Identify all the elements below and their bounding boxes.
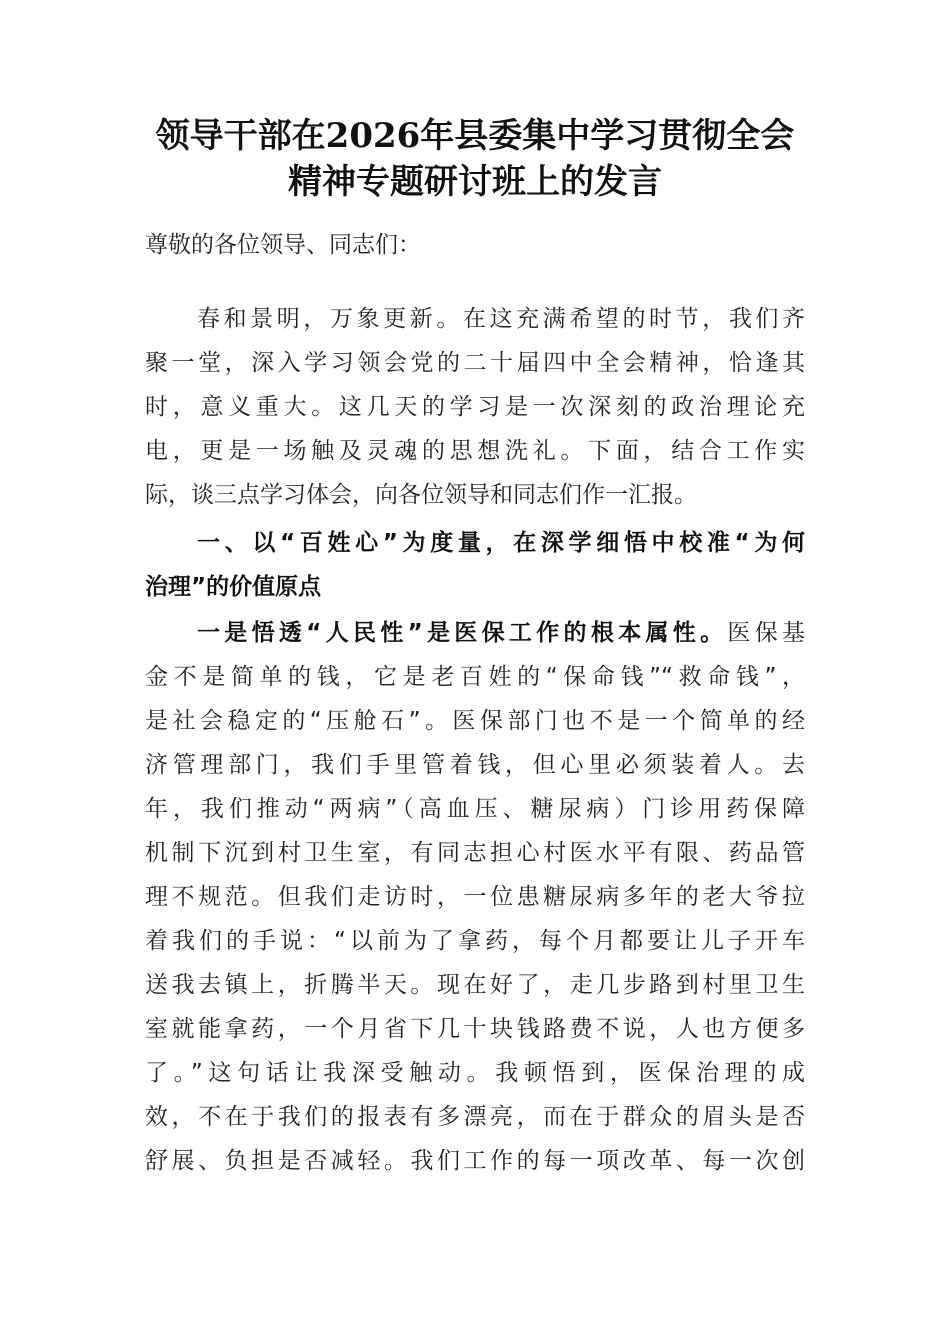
body-line: 济管理部门，我们手里管着钱，但心里必须装着人。去	[145, 752, 805, 778]
body-line: 效，不在于我们的报表有多漂亮，而在于群众的眉头是否	[145, 1104, 805, 1130]
body-line: 机制下沉到村卫生室，有同志担心村医水平有限、药品管	[145, 840, 805, 866]
intro-line: 时，意义重大。这几天的学习是一次深刻的政治理论充	[145, 394, 805, 420]
intro-line: 电，更是一场触及灵魂的思想洗礼。下面，结合工作实	[145, 438, 805, 464]
intro-line: 聚一堂，深入学习领会党的二十届四中全会精神，恰逢其	[145, 350, 805, 376]
body-line: 室就能拿药，一个月省下几十块钱路费不说，人也方便多	[145, 1016, 805, 1042]
point-lead: 一是悟透“人民性”是医保工作的根本属性。	[197, 620, 728, 646]
body-line: 年，我们推动“两病”（高血压、糖尿病）门诊用药保障	[145, 796, 805, 822]
body-line: 着我们的手说：“以前为了拿药，每个月都要让儿子开车	[145, 928, 805, 954]
intro-line: 春和景明，万象更新。在这充满希望的时节，我们齐	[197, 306, 805, 332]
salutation: 尊敬的各位领导、同志们：	[145, 232, 421, 258]
point-first-line	[145, 610, 805, 656]
body-line: 金不是简单的钱，它是老百姓的“保命钱”“救命钱”，	[145, 664, 805, 690]
title-line-1: 领导干部在2026年县委集中学习贯彻全会	[155, 116, 795, 156]
point-first-line-rest: 医保基	[727, 620, 805, 646]
section-heading-line-2: 治理”的价值原点	[145, 574, 322, 600]
intro-line: 际，谈三点学习体会，向各位领导和同志们作一汇报。	[145, 482, 697, 508]
body-line: 是社会稳定的“压舱石”。医保部门也不是一个简单的经	[145, 708, 805, 734]
section-heading-line-1: 一、以“百姓心”为度量，在深学细悟中校准“为何	[197, 530, 805, 556]
body-line: 理不规范。但我们走访时，一位患糖尿病多年的老大爷拉	[145, 884, 805, 910]
body-line: 送我去镇上，折腾半天。现在好了，走几步路到村里卫生	[145, 972, 805, 998]
body-line: 舒展、负担是否减轻。我们工作的每一项改革、每一次创	[145, 1148, 805, 1174]
title-line-2: 精神专题研讨班上的发言	[288, 162, 662, 202]
body-line: 了。”这句话让我深受触动。我顿悟到，医保治理的成	[145, 1060, 805, 1086]
